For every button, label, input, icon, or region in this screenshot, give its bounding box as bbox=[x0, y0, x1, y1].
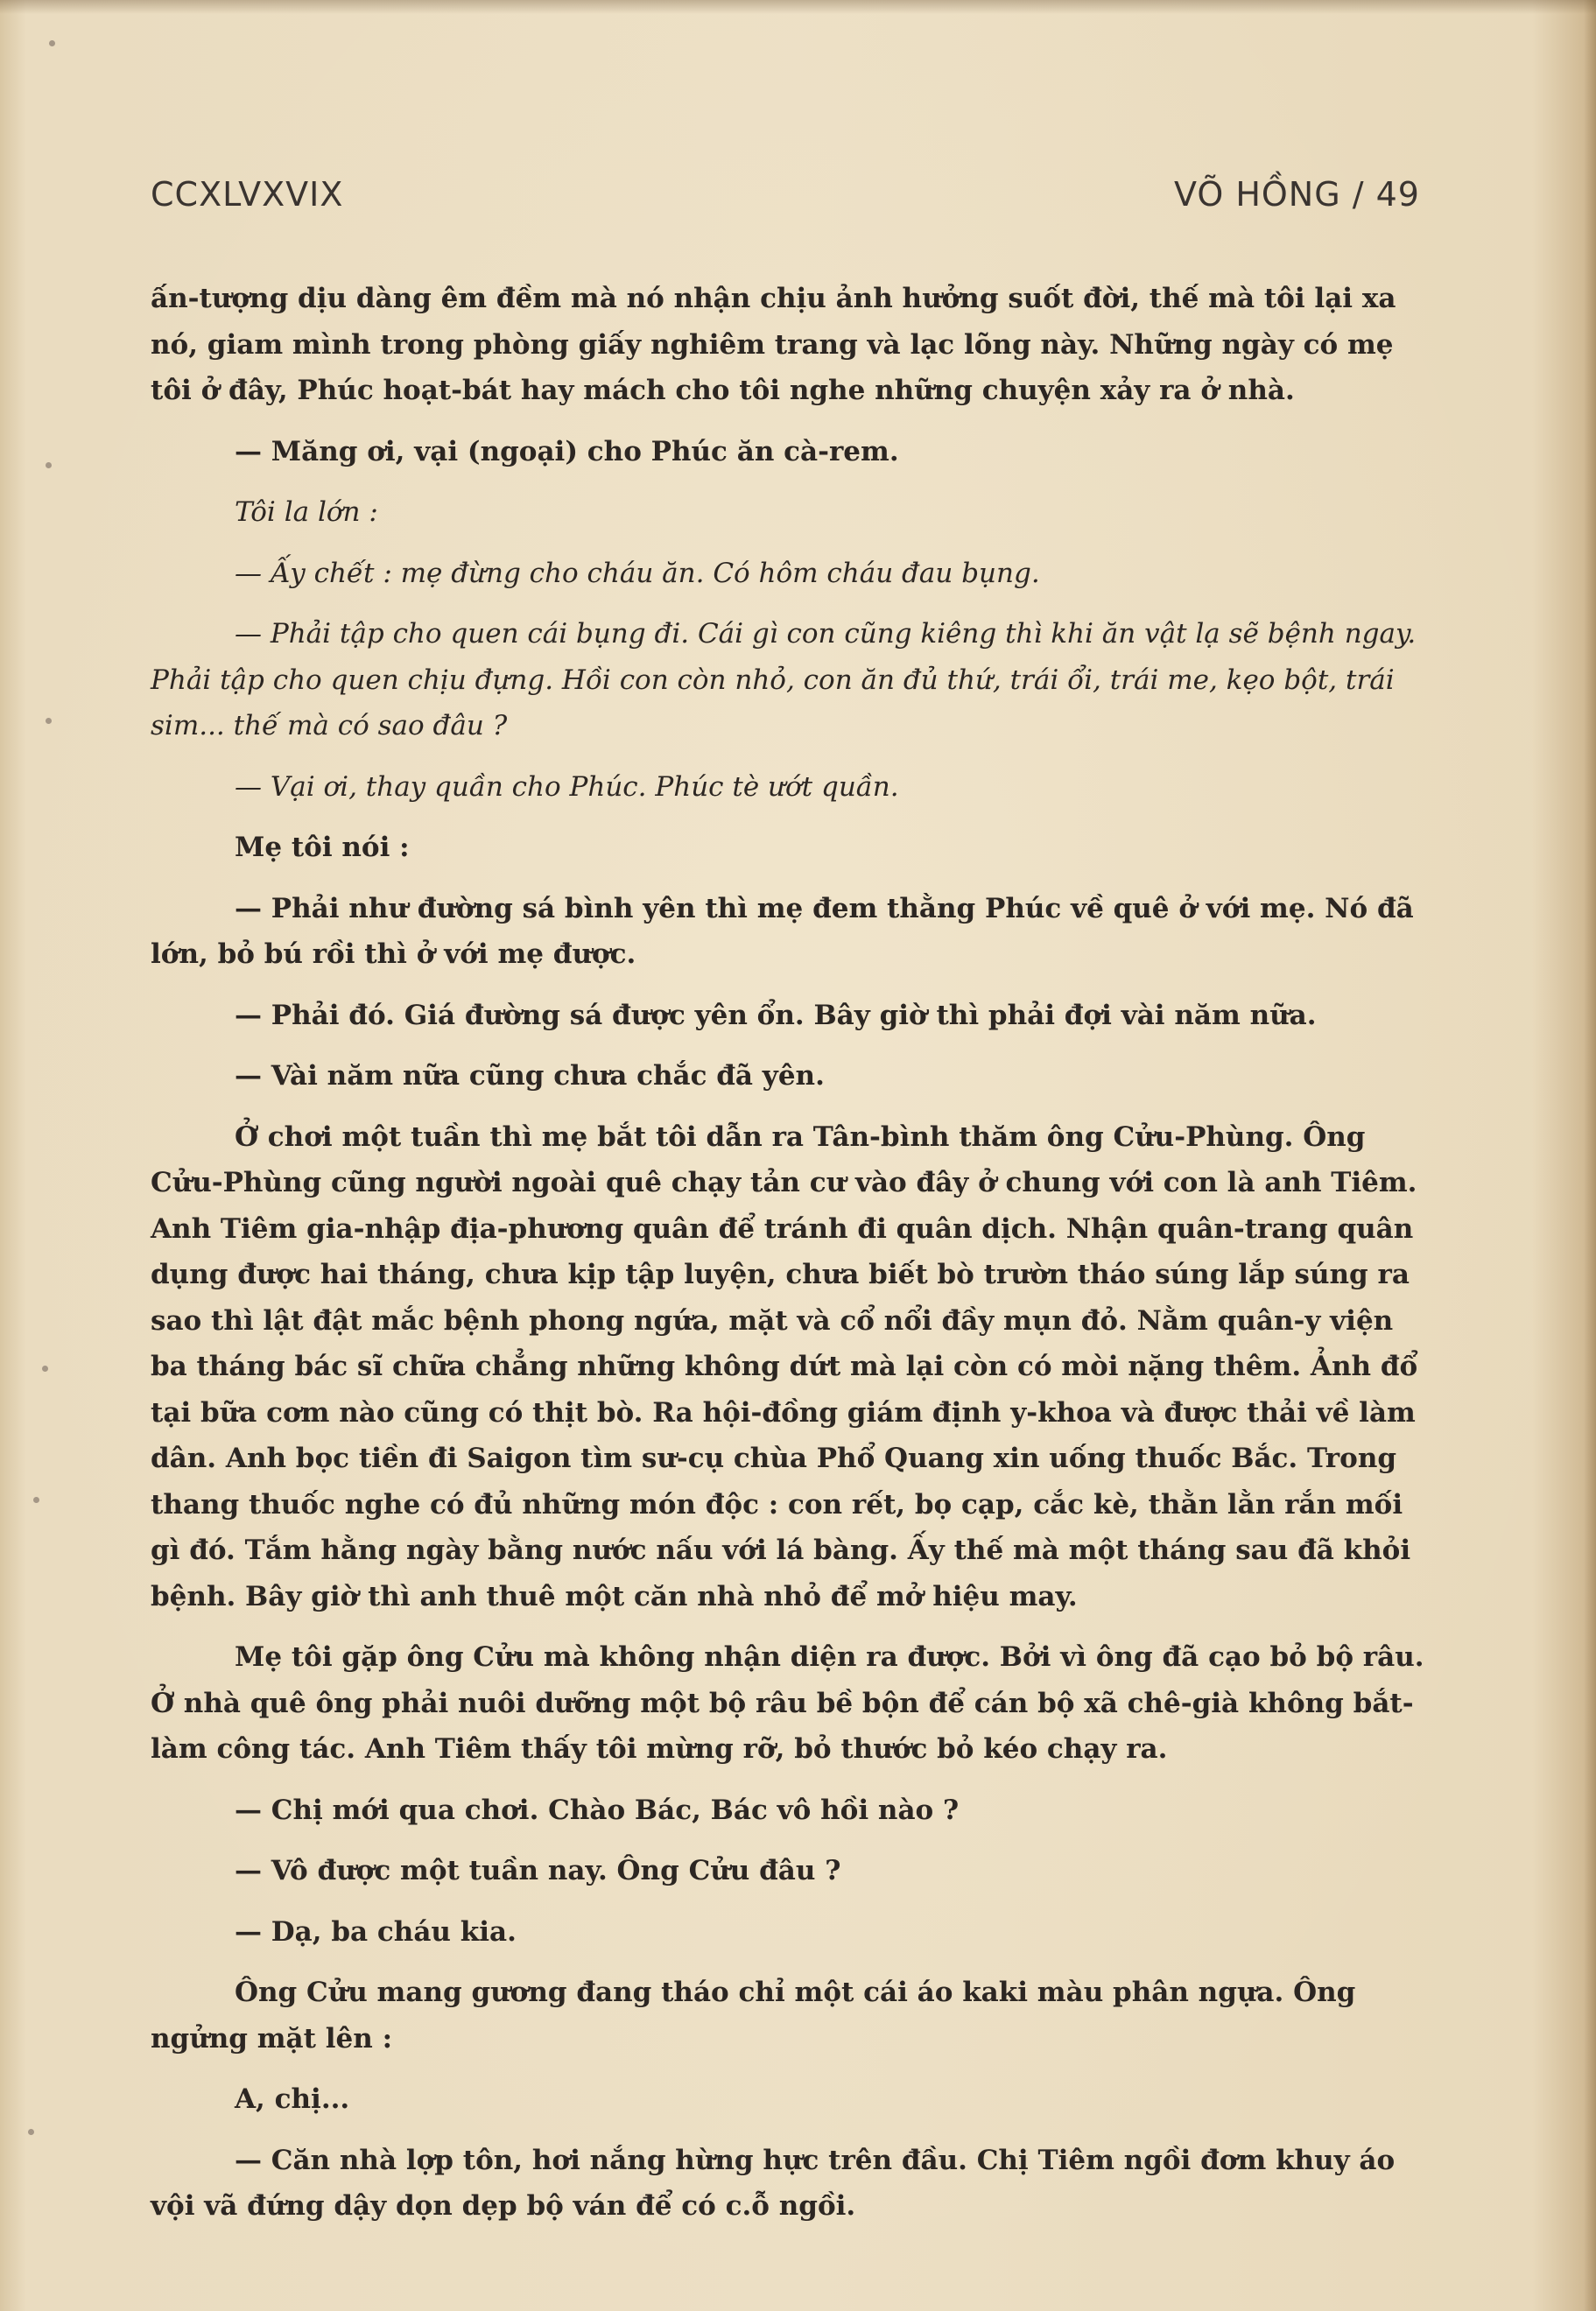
paragraph: Ông Cửu mang gương đang tháo chỉ một cái áo kaki màu phân ngựa. Ông ngửng mặt lên : bbox=[151, 1977, 1356, 2055]
paragraph: Ở chơi một tuần thì mẹ bắt tôi dẫn ra Tân-bình thăm ông Cửu-Phùng. Ông Cửu-Phùng cũng người ngoài quê chạy tản cư vào đây ở chung với con là anh Tiêm. Anh Tiêm gia-nhập địa-phương quân để tránh đi quân dịch. Nhận quân-trang quân dụng được hai tháng, chưa kịp tập luyện, chưa biết bò trườn tháo súng lắp súng ra sao thì lật đật mắc bệnh phong ngứa, mặt và cổ nổi đầy mụn đỏ. Nằm quân-y viện ba tháng bác sĩ chữa chẳng những không dứt mà lại còn có mòi nặng thêm. Ảnh đổ tại bữa cơm nào cũng có thịt bò. Ra hội-đồng giám định y-khoa và được thải về làm dân. Anh bọc tiền đi Saigon tìm sư-cụ chùa Phổ Quang xin uống thuốc Bắc. Trong thang thuốc nghe có đủ những món độc : con rết, bọ cạp, cắc kè, thằn lằn rắn mối gì đó. Tắm hằng ngày bằng nước nấu với lá bàng. Ấy thế mà một tháng sau đã khỏi bệnh. Bây giờ thì anh thuê một căn nhà nhỏ để mở hiệu may. bbox=[151, 1120, 1418, 1612]
dialogue-line: — Chị mới qua chơi. Chào Bác, Bác vô hồi nào ? bbox=[235, 1794, 960, 1826]
header-code: CCXLVXVIX bbox=[151, 175, 344, 214]
right-edge-shadow bbox=[1584, 0, 1596, 2311]
page-speck bbox=[46, 462, 52, 468]
dialogue-line: — Vài năm nữa cũng chưa chắc đã yên. bbox=[235, 1060, 825, 1092]
page-speck bbox=[33, 1497, 39, 1503]
top-edge-shadow bbox=[0, 0, 1596, 14]
dialogue-line: — Ấy chết : mẹ đừng cho cháu ăn. Có hôm cháu đau bụng. bbox=[235, 557, 1040, 589]
page-speck bbox=[28, 2129, 34, 2135]
body-text bbox=[151, 276, 1436, 2244]
paragraph: ấn-tượng dịu dàng êm đềm mà nó nhận chịu ảnh hưởng suốt đời, thế mà tôi lại xa nó, giam mình trong phòng giấy nghiêm trang và lạc lõng này. Những ngày có mẹ tôi ở đây, Phúc hoạt-bát hay mách cho tôi nghe những chuyện xảy ra ở nhà. bbox=[151, 283, 1396, 406]
dialogue-line: — Vại ơi, thay quần cho Phúc. Phúc tè ướt quần. bbox=[235, 770, 899, 803]
dialogue-line: — Dạ, ba cháu kia. bbox=[235, 1915, 517, 1948]
running-header bbox=[151, 175, 1420, 228]
dialogue-line: — Phải tập cho quen cái bụng đi. Cái gì con cũng kiêng thì khi ăn vật lạ sẽ bệnh ngay. Phải tập cho quen chịu đựng. Hồi con còn nhỏ, con ăn đủ thứ, trái ổi, trái me, kẹo bột, trái sim... thế mà có sao đâu ? bbox=[151, 618, 1417, 741]
paragraph: A, chị... bbox=[235, 2083, 350, 2115]
dialogue-line: — Phải như đường sá bình yên thì mẹ đem thằng Phúc về quê ở với mẹ. Nó đã lớn, bỏ bú rồi thì ở với mẹ được. bbox=[151, 892, 1414, 970]
page-speck bbox=[49, 40, 55, 46]
dialogue-line: — Măng ơi, vại (ngoại) cho Phúc ăn cà-rem. bbox=[235, 435, 899, 467]
dialogue-line: — Phải đó. Giá đường sá được yên ổn. Bây giờ thì phải đợi vài năm nữa. bbox=[235, 999, 1317, 1031]
page-speck bbox=[42, 1366, 48, 1372]
dialogue-line: — Căn nhà lợp tôn, hơi nắng hừng hực trên đầu. Chị Tiêm ngồi đơm khuy áo vội vã đứng dậy dọn dẹp bộ ván để có c.ỗ ngồi. bbox=[151, 2144, 1396, 2222]
dialogue-line: — Vô được một tuần nay. Ông Cửu đâu ? bbox=[235, 1855, 841, 1886]
paragraph: Mẹ tôi gặp ông Cửu mà không nhận diện ra được. Bởi vì ông đã cạo bỏ bộ râu. Ở nhà quê ông phải nuôi dưỡng một bộ râu bề bộn để cán bộ xã chê-già không bắt-làm công tác. Anh Tiêm thấy tôi mừng rỡ, bỏ thước bỏ kéo chạy ra. bbox=[151, 1641, 1424, 1765]
paragraph: Mẹ tôi nói : bbox=[235, 832, 410, 863]
paragraph: Tôi la lớn : bbox=[235, 496, 378, 528]
page-speck bbox=[46, 718, 52, 724]
header-author-page: VÕ HỒNG / 49 bbox=[1174, 175, 1420, 214]
